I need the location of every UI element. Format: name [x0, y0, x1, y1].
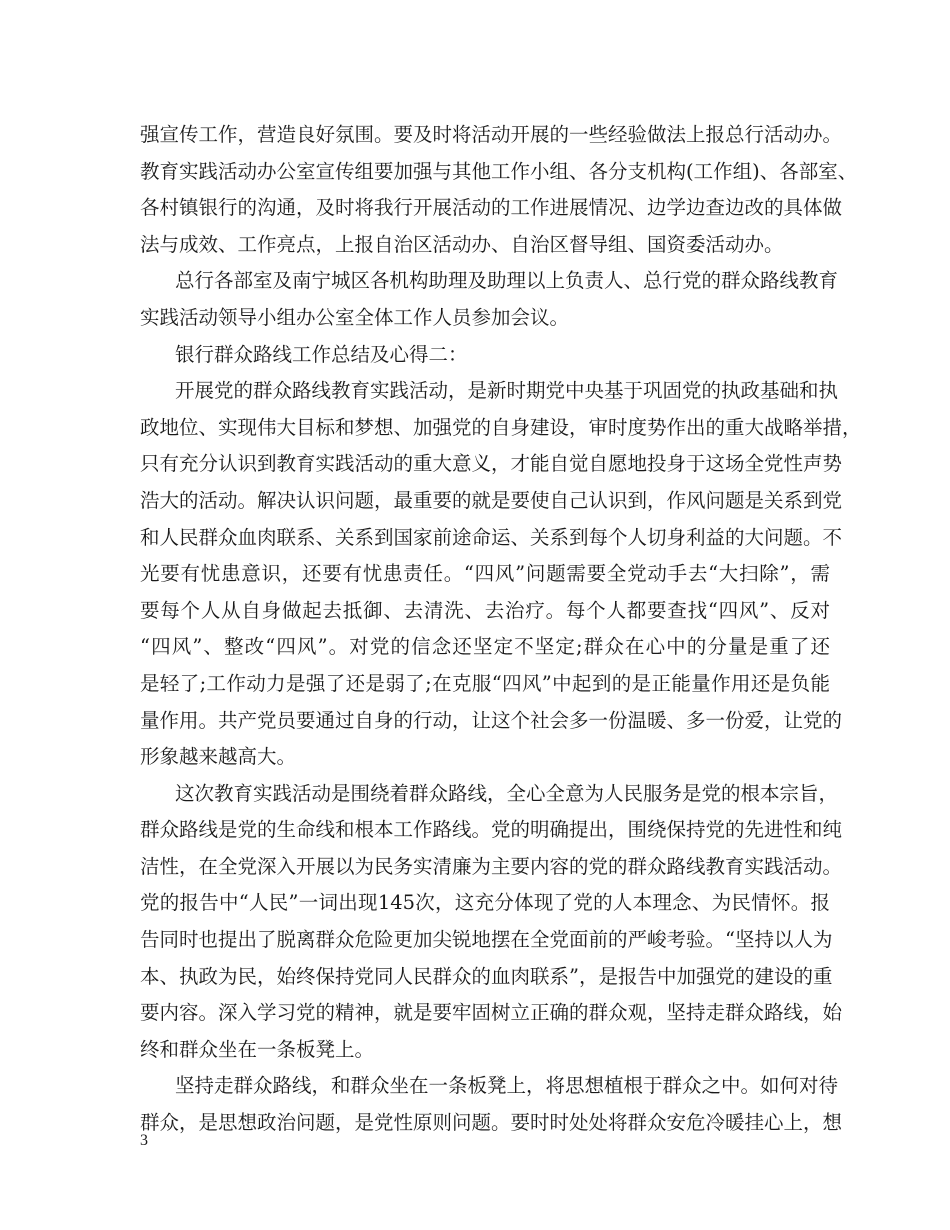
text-line: 和人民群众血肉联系、关系到国家前途命运、关系到每个人切身利益的大问题。不	[140, 525, 843, 549]
text-line: 政地位、实现伟大目标和梦想、加强党的自身建设，审时度势作出的重大战略举措，	[140, 415, 862, 439]
text-line: 光要有忧患意识，还要有忧患责任。“四风”问题需要全党动手去“大扫除”，需	[140, 562, 830, 586]
text-line: 强宣传工作，营造良好氛围。要及时将活动开展的一些经验做法上报总行活动办。	[140, 123, 843, 146]
paragraph-first-line: 这次教育实践活动是围绕着群众路线，全心全意为人民服务是党的根本宗旨，	[175, 781, 839, 805]
text-line: 党的报告中“人民”一词出现145次，这充分体现了党的人本理念、为民情怀。报	[140, 891, 830, 915]
paragraph-first-line: 开展党的群众路线教育实践活动，是新时期党中央基于巩固党的执政基础和执	[175, 379, 839, 403]
text-line: 告同时也提出了脱离群众危险更加尖锐地摆在全党面前的严峻考验。“坚持以人为	[140, 928, 833, 952]
text-line: 群众，是思想政治问题，是党性原则问题。要时时处处将群众安危冷暖挂心上，想	[140, 1111, 843, 1135]
text-line: 形象越来越高大。	[140, 745, 297, 769]
text-line: 本、执政为民，始终保持党同人民群众的血肉联系”，是报告中加强党的建设的重	[140, 964, 833, 988]
section-heading: 银行群众路线工作总结及心得二：	[175, 342, 468, 366]
text-line: 洁性，在全党深入开展以为民务实清廉为主要内容的党的群众路线教育实践活动。	[140, 854, 843, 878]
text-line: 实践活动领导小组办公室全体工作人员参加会议。	[140, 305, 570, 329]
text-line: 法与成效、工作亮点，上报自治区活动办、自治区督导组、国资委活动办。	[140, 232, 784, 256]
text-line: 教育实践活动办公室宣传组要加强与其他工作小组、各分支机构(工作组)、各部室、	[140, 159, 858, 183]
text-line: 要内容。深入学习党的精神，就是要牢固树立正确的群众观，坚持走群众路线，始	[140, 1001, 843, 1025]
page-number: 3	[140, 1132, 148, 1149]
text-line: 浩大的活动。解决认识问题，最重要的就是要使自己认识到，作风问题是关系到党	[140, 488, 843, 512]
text-line: 要每个人从自身做起去抵御、去清洗、去治疗。每个人都要查找“四风”、反对	[140, 598, 830, 622]
paragraph-first-line: 坚持走群众路线，和群众坐在一条板凳上，将思想植根于群众之中。如何对待	[175, 1074, 839, 1098]
document-body	[140, 117, 862, 1142]
text-line: 量作用。共产党员要通过自身的行动，让这个社会多一份温暖、多一份爱，让党的	[140, 708, 843, 732]
text-line: 各村镇银行的沟通，及时将我行开展活动的工作进展情况、边学边查边改的具体做	[140, 196, 843, 220]
text-line: 只有充分认识到教育实践活动的重大意义，才能自觉自愿地投身于这场全党性声势	[140, 452, 843, 476]
text-line: 是轻了;工作动力是强了还是弱了;在克服“四风”中起到的是正能量作用还是负能	[140, 671, 830, 695]
paragraph-first-line: 总行各部室及南宁城区各机构助理及助理以上负责人、总行党的群众路线教育	[175, 269, 839, 293]
text-line: 终和群众坐在一条板凳上。	[140, 1037, 375, 1061]
text-line: 群众路线是党的生命线和根本工作路线。党的明确提出，围绕保持党的先进性和纯	[140, 818, 843, 842]
text-line: “四风”、整改“四风”。对党的信念还坚定不坚定;群众在心中的分量是重了还	[140, 635, 830, 659]
